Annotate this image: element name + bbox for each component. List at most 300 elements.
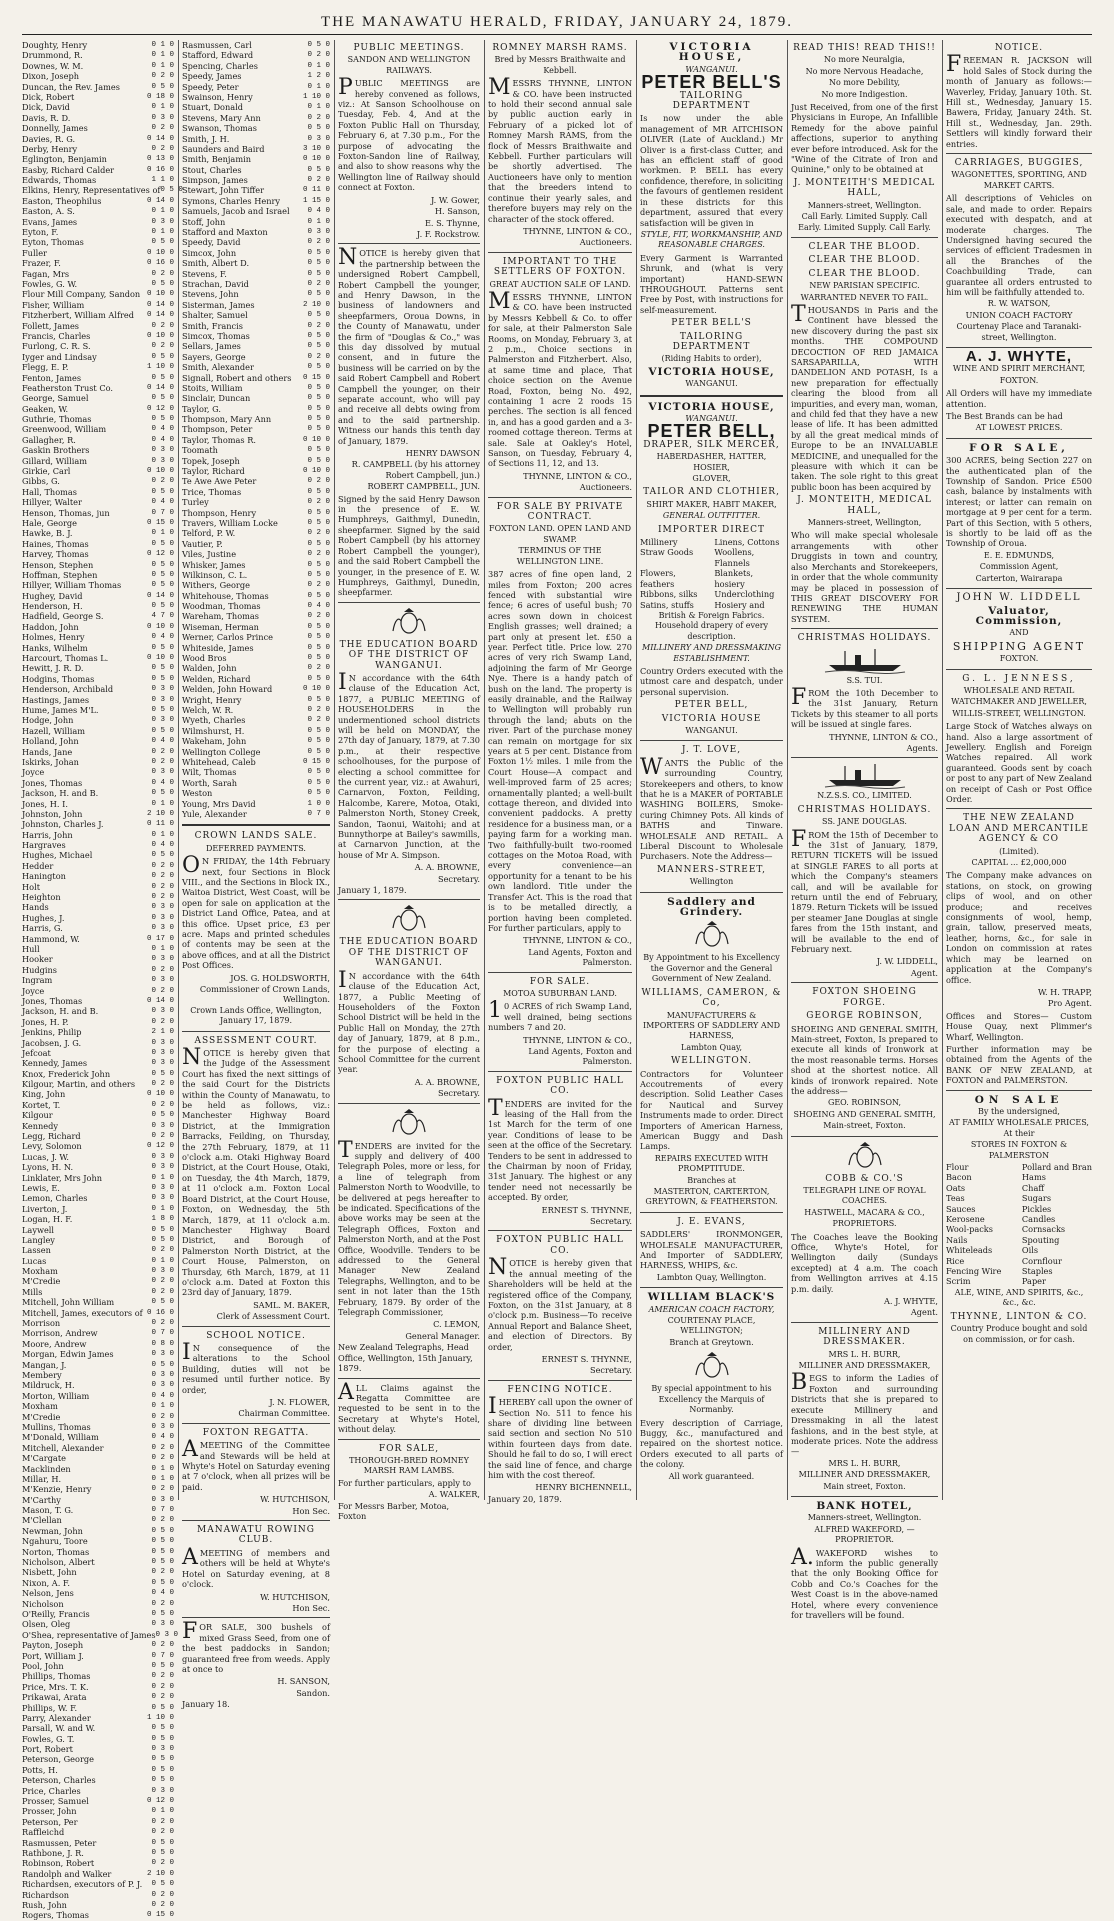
whyte-body: All Orders will have my immediate attention. (946, 388, 1092, 409)
column-rule (942, 40, 943, 1500)
rate-row (22, 1380, 174, 1390)
christmas-heading: CHRISTMAS HOLIDAYS. (797, 633, 932, 644)
on-sale-row (946, 1193, 1092, 1203)
on-sale-item: Oils (1021, 1245, 1039, 1256)
education-date: January 1, 1879. (338, 885, 407, 896)
rate-name: Wilkinson, C. L. (182, 569, 248, 580)
rate-name: Symons, Charles Henry (182, 195, 281, 206)
rate-amount: 0 10 0 (146, 331, 174, 340)
goods-item: Hosiery and (714, 599, 765, 610)
rate-name: Parsall, W. and W. (22, 1723, 96, 1734)
monteith-2-address: Manners-street, Wellington, (807, 518, 922, 528)
on-sale-row (946, 1172, 1092, 1182)
rate-amount: 0 15 0 (146, 1911, 174, 1920)
rate-name: Flegg, E. P. (22, 362, 69, 373)
rate-row (22, 632, 174, 642)
rate-amount: 0 3 0 (151, 446, 174, 455)
rate-amount: 0 1 0 (307, 82, 330, 91)
education-heading: THE EDUCATION BOARD OF THE DISTRICT OF WANGANUI. (339, 639, 479, 671)
rate-amount: 0 2 0 (151, 72, 174, 81)
rate-name: Wilt, Thomas (182, 767, 237, 778)
carriages-sub: WAGONETTES, SPORTING, AND MARKET CARTS. (951, 170, 1087, 190)
rate-name: Dick, David (22, 102, 70, 113)
royal-crest-icon (791, 1141, 938, 1171)
rate-amount: 0 2 0 (307, 706, 330, 714)
rate-amount: 0 3 0 (151, 685, 174, 694)
rate-name: Taylor, G. (182, 403, 221, 414)
rate-amount: 0 3 0 (151, 1059, 174, 1068)
goods-tail: British & Foreign Fabrics. Household drapery of every description. (654, 610, 769, 641)
on-sale-heading: ON SALE (974, 1093, 1064, 1106)
rate-row (22, 1754, 174, 1764)
jenness-address: WILLIS-STREET, WELLINGTON. (952, 708, 1086, 718)
rate-name: George, Samuel (22, 393, 89, 404)
rate-row (22, 1401, 174, 1411)
christmas-2-body: FROM the 15th of December to the 31st of January, 1879, RETURN TICKETS will be issued at SINGLE FARES to all ports at which the Company's steamers call, and will be available for return until the end of February, 1879. Return Tickets will be issued per steamer Jane Douglas at single fares from the 15th instant, and will be available to the end of February next. (791, 826, 938, 955)
rate-name: Iyger and Lindsay (22, 351, 97, 362)
rate-name: Viles, Justine (182, 549, 237, 560)
rate-amount: 0 12 0 (146, 1142, 174, 1151)
williams-cameron-body: Contractors for Volunteer Accoutrements of every description. Solid Leather Cases for Nautical and Survey Instruments made to order. Direct Importers of American Harness, American Buggy and Dash Lamps. (640, 1068, 783, 1152)
rate-row (182, 528, 330, 538)
cobb-heading: COBB & CO.'S (825, 1173, 904, 1184)
rate-amount: 0 2 0 (151, 1277, 174, 1286)
rate-row (182, 289, 330, 299)
rate-amount: 0 5 0 (151, 643, 174, 652)
rate-amount: 0 11 0 (146, 820, 174, 829)
rate-row (22, 1256, 174, 1266)
on-sale-stores: STORES IN FOXTON & PALMERSTON (970, 1140, 1068, 1160)
tender-date: New Zealand Telegraphs, Head Office, Wellington, 15th January, 1879. (338, 1342, 473, 1374)
rate-amount: 0 5 0 (307, 269, 330, 278)
rate-name: Moxham (22, 1401, 58, 1412)
ram-sale-heading: FOR SALE, (378, 1443, 440, 1454)
rate-row (182, 352, 330, 362)
rate-name: Mitchell, Alexander (22, 1442, 104, 1453)
rate-name: Guthrie, Thomas (22, 414, 92, 425)
rate-name: Robinson, Robert (22, 1858, 95, 1869)
rate-row (182, 217, 330, 227)
on-sale-item: Cornsacks (1021, 1224, 1066, 1235)
divider (791, 1136, 938, 1137)
rate-name: Swanson, Thomas (182, 123, 257, 134)
rams-heading: ROMNEY MARSH RAMS. (492, 43, 628, 53)
rate-name: Potts, H. (22, 1764, 58, 1775)
school-title: Chairman Committee. (238, 1408, 330, 1419)
rate-row (22, 362, 174, 372)
cobb-signature: A. J. WHYTE, (884, 1296, 938, 1307)
rate-amount: 0 2 0 (151, 1693, 174, 1702)
rate-row (182, 466, 330, 476)
rate-name: Welden, Richard (182, 673, 251, 684)
education-body: IN accordance with the 64th clause of the Education Act, 1877, a PUBLIC MEETING of HOUSEHOLDERS in the undermentioned school districts will be held on MONDAY, the 27th day of January, 1879, at 7.30 p.m., at their respective schoolhouses, for the purpose of electing a school committee for the current year, viz.: at Awahuri, Carnarvon, Foxton, Feilding, Halcombe, Karere, Motoa, Otaki, Palmerston North, Stoney Creek, Sandon, Taonui, Waitohi; and at Bunnythorpe at Bailey's sawmills, at Carnarvon Junction, at the house of Mr A. Simpson. (338, 669, 480, 860)
meetings-signature: J. F. Rockstrow. (416, 228, 480, 239)
rate-row (22, 663, 174, 673)
rate-row (182, 50, 330, 60)
column-4 (488, 40, 632, 1504)
rate-amount: 0 3 0 (151, 913, 174, 922)
meetings-signature: H. Sanson, (434, 206, 480, 217)
for-sale-heading: FOR SALE, (969, 441, 1069, 454)
rate-amount: 0 5 0 (307, 508, 330, 517)
jenness-sub: WHOLESALE AND RETAIL (963, 685, 1075, 695)
rate-row (22, 279, 174, 289)
rate-row (22, 1027, 174, 1037)
divider (182, 1326, 330, 1327)
rate-row (182, 695, 330, 705)
rate-amount: 0 5 0 (151, 1609, 174, 1618)
rate-name: Gillard, William (22, 455, 88, 466)
rate-row (182, 508, 330, 518)
rate-row (182, 123, 330, 133)
rate-row (22, 1297, 174, 1307)
country-orders: Country Orders executed with the utmost care and despatch, under personal supervision. (640, 665, 783, 697)
on-sale-item: Flour (946, 1162, 969, 1172)
rate-name: Wakeham, John (182, 736, 247, 747)
williams-cameron-city: WELLINGTON. (671, 1056, 752, 1067)
rate-row (22, 1058, 174, 1068)
notice-heading: NOTICE. (994, 43, 1044, 53)
rate-amount: 0 5 0 (151, 279, 174, 288)
rowing-signature: W. HUTCHISON, (260, 1591, 330, 1602)
rate-row (182, 611, 330, 621)
crown-heading: CROWN LANDS SALE. (194, 831, 318, 842)
rate-row (22, 830, 174, 840)
divider (338, 1103, 480, 1104)
rate-name: Speedy, James (182, 71, 242, 82)
important-signature: THYNNE, LINTON & CO., (523, 470, 632, 481)
on-sale-item: Pollard and Bran (1021, 1162, 1092, 1172)
rate-name: Sinclair, Duncan (182, 393, 251, 404)
rate-row (22, 1079, 174, 1089)
divider (640, 892, 783, 893)
on-sale-item: Whiteleads (946, 1245, 993, 1256)
rate-row (22, 92, 174, 102)
rate-row (22, 1661, 174, 1671)
rate-name: Holmes, Henry (22, 632, 85, 643)
rate-row (22, 1629, 179, 1640)
rate-name: Lassen (22, 1245, 51, 1256)
rate-name: Fowles, G. W. (22, 278, 78, 289)
rate-row (22, 1349, 174, 1359)
rate-amount: 1 10 0 (146, 1713, 174, 1722)
rate-amount: 0 5 0 (151, 851, 174, 860)
rate-amount: 0 16 0 (146, 259, 174, 268)
rate-amount: 0 2 0 (151, 861, 174, 870)
rate-row (22, 1038, 174, 1048)
carriages-signature: R. W. WATSON, (987, 299, 1051, 309)
on-sale-row (946, 1224, 1092, 1234)
rate-name: Toomath (182, 445, 218, 456)
rate-amount: 1 2 0 (307, 72, 330, 81)
rate-name: Evans, James (22, 216, 78, 227)
rate-amount: 0 2 0 (151, 1859, 174, 1868)
rate-amount: 0 5 0 (307, 446, 330, 455)
rate-row (182, 341, 330, 351)
rate-row (22, 1567, 174, 1577)
liddell-shipping: SHIPPING AGENT (952, 639, 1086, 653)
rate-name: Stoff, John (182, 216, 226, 227)
rate-row (22, 1183, 174, 1193)
rate-row (22, 1526, 174, 1536)
rate-amount: 0 5 0 (151, 1235, 174, 1244)
nz-loan-sub: (Limited). (999, 846, 1039, 856)
peter-bell-title: PETER BELL'S (641, 72, 782, 93)
rate-name: Shalter, Samuel (182, 310, 248, 321)
rate-name: Hargraves (22, 840, 66, 851)
rate-row (22, 778, 174, 788)
rate-row (22, 50, 174, 60)
rate-row (22, 934, 174, 944)
rate-amount: 0 2 0 (151, 872, 174, 881)
for-sale-body: 300 ACRES, being Section 227 on the authenticated plan of the Township of Sandon. Price £500 cash, balance by instalments with interest; or latter can remain on mortgage at 9 per cent for a term. Part of this Section, with 5 others, is shortly to be laid off as the Township of Oroua. (946, 455, 1092, 549)
rate-amount: 0 5 0 (307, 342, 330, 351)
rate-row (22, 1671, 174, 1681)
rate-name: Harris, G. (22, 923, 63, 934)
on-sale-item: Hams (1021, 1172, 1046, 1183)
rate-row (182, 809, 330, 819)
rate-amount: 0 5 0 (307, 778, 330, 787)
rate-amount: 0 5 0 (151, 82, 174, 91)
rate-amount: 0 14 0 (146, 591, 174, 600)
rate-name: Follett, James (22, 320, 80, 331)
rate-row (182, 165, 330, 175)
rate-amount: 4 7 0 (151, 612, 174, 621)
rate-name: M'Credie (22, 1276, 61, 1287)
rate-name: Travers, William Locke (182, 517, 278, 528)
rate-amount: 0 4 0 (151, 1433, 174, 1442)
rate-amount: 0 10 0 (146, 290, 174, 299)
rate-row (182, 580, 330, 590)
on-sale-item: Cornflour (1021, 1255, 1062, 1266)
meetings-signature: J. W. Gower, (431, 194, 480, 205)
steamer-icon (791, 647, 938, 673)
rate-row (182, 102, 330, 112)
burr-sub: MILLINER AND DRESSMAKER, (798, 1361, 931, 1371)
rate-amount: 0 5 0 (151, 1765, 174, 1774)
rate-name: Topek, Joseph (182, 455, 240, 466)
rate-row (22, 1495, 174, 1505)
rate-name: Holt (22, 881, 40, 892)
rate-name: Wright, Henry (182, 694, 242, 705)
rate-row (22, 996, 174, 1006)
important-body: MESSRS THYNNE, LINTON & CO. have been instructed by Messrs Kebbell & Co. to offer for sale, at their Palmerston Sale Rooms, on Monday, February 3, at 2 p.m., Choice sections in Palmerston and Fitzherbert. Also, at same time and place, That choice section on the Avenue Road, Foxton, being No. 492, containing 1 acre 2 roods 15 perches. The section is all fenced in, and has a good garden and a 3-roomed cottage thereon. Terms at sale. Sale at Oakley's Hotel, Sanson, on Tuesday, February 4, of Sections 11, 12, and 13. (488, 288, 632, 469)
christmas-signature: THYNNE, LINTON & CO., (829, 731, 938, 742)
tailoring-sub: (Riding Habits to order), (661, 354, 762, 364)
rate-name: Fisher, William (22, 299, 85, 310)
rate-row (182, 497, 330, 507)
rate-name: Telford, P. W. (182, 528, 236, 539)
christmas-body: FROM the 10th December to the 31st January, Return Tickets by this steamer to all ports will be issued at single fares. (791, 684, 938, 730)
goods-row (640, 547, 783, 568)
divider (488, 1071, 632, 1072)
rate-row (22, 1557, 174, 1567)
rate-row (182, 518, 330, 528)
rate-amount: 0 5 0 (151, 1848, 174, 1857)
steamer-2-name: SS. JANE DOUGLAS. (822, 817, 907, 827)
rate-amount: 0 2 0 (151, 1817, 174, 1826)
rate-name: Whiteside, James (182, 642, 254, 653)
partnership-witness: Signed by the said Henry Dawson in the presence of E. W. Humphreys, Gaithmyl, Dunedin, sheepfarmer. Signed by the said Robert Campbell (by his attorney Robert Campbell the younger), and the said Robert Campbell the younger, in the presence of E. W. Humphreys, Gaithmyl, Dunedin, sheepfarmer. (338, 493, 480, 598)
burr-title: MILLINER AND DRESSMAKER, (798, 1470, 931, 1480)
education-2-body: IN accordance with the 64th clause of the Education Act, 1877, a Public Meeting of Householders of the Foxton School District will be held in the Public Hall on Monday, the 27th day of January, 1879, at 8 p.m., for the purpose of electing a School Committee for the current year. (338, 967, 480, 1075)
rate-row (22, 1640, 174, 1650)
royal-crest-icon (640, 1351, 783, 1381)
rate-amount: 0 5 0 (151, 1703, 174, 1712)
rate-amount: 0 5 0 (307, 165, 330, 174)
divider (791, 1322, 938, 1323)
rate-name: Langley (22, 1234, 55, 1245)
divider (488, 1380, 632, 1381)
rate-name: Kennedy (22, 1120, 58, 1131)
evans-address: Lambton Quay, Wellington. (656, 1272, 767, 1282)
rate-row (182, 539, 330, 549)
rate-amount: 0 2 0 (151, 747, 174, 756)
rate-amount: 0 2 0 (307, 477, 330, 486)
love-address: MANNERS-STREET, (657, 864, 766, 875)
rate-amount: 0 1 0 (151, 1173, 174, 1182)
rate-name: Te Awe Awe Peter (182, 476, 257, 487)
rate-amount: 0 1 0 (151, 61, 174, 70)
rate-name: Frazer, F. (22, 258, 61, 269)
rate-row (22, 1360, 174, 1370)
rate-row (22, 944, 174, 954)
rate-amount: 0 2 0 (307, 664, 330, 673)
rate-row (22, 850, 174, 860)
rate-name: Hughey, David (22, 590, 83, 601)
love-city: Wellington (689, 877, 734, 887)
rate-amount: 0 2 0 (151, 1485, 174, 1494)
rate-row (22, 1225, 174, 1235)
christmas-title: Agents. (906, 742, 938, 753)
regatta-title: Hon Sec. (292, 1505, 330, 1516)
rate-name: Jenkins, Philip (22, 1027, 82, 1038)
divider (946, 1090, 1092, 1091)
rate-row (22, 352, 174, 362)
rate-name: Wyeth, Charles (182, 715, 246, 726)
rate-name: Sayers, George (182, 351, 246, 362)
monteith-2-heading: J. MONTEITH, MEDICAL HALL, (797, 495, 932, 516)
rate-amount: 0 1 0 (307, 61, 330, 70)
rate-name: Mason, T. G. (22, 1505, 74, 1516)
divider (488, 497, 632, 498)
rate-row (182, 237, 330, 247)
rate-row (22, 1152, 174, 1162)
rate-row (22, 767, 174, 777)
rate-amount: 0 5 0 (151, 1880, 174, 1889)
on-sale-item: Bacon (946, 1172, 972, 1183)
rate-name: Strachan, David (182, 278, 249, 289)
rate-name: Olsen, Oleg (22, 1619, 71, 1630)
rate-amount: 0 5 0 (307, 41, 330, 49)
rate-name: Rasmussen, Carl (182, 40, 252, 50)
on-sale-item: Oats (946, 1182, 966, 1193)
rate-amount: 0 5 0 (151, 706, 174, 714)
trade-line: SHIRT MAKER, HABIT MAKER, (646, 499, 777, 509)
rate-amount: 0 5 0 (307, 425, 330, 434)
on-sale-row (946, 1256, 1092, 1266)
repairs-line: REPAIRS EXECUTED WITH PROMPTITUDE. (654, 1153, 769, 1174)
hall-2-title: Secretary. (589, 1365, 632, 1376)
rate-amount: 2 10 0 (146, 809, 174, 818)
on-sale-row (946, 1276, 1092, 1286)
divider (338, 1439, 480, 1440)
rate-amount: 3 10 0 (302, 144, 330, 153)
rate-row (22, 1879, 174, 1889)
rate-amount: 0 10 0 (302, 155, 330, 164)
rate-row (182, 684, 330, 694)
rate-row (22, 871, 174, 881)
rate-amount: 0 5 0 (307, 539, 330, 548)
read-body: Just Received, from one of the first Physicians in Europe, An Infallible Remedy for the above painful affections, superior to anything ever before introduced. Ask for the "Wine of the Citrate of Iron and Quinine," only to be obtained at (791, 102, 938, 175)
rate-name: Peterson, George (22, 1754, 94, 1765)
rate-name: Mitchell, John William (22, 1297, 115, 1308)
rate-amount: 0 5 0 (151, 674, 174, 683)
christmas-2-title: Agent. (910, 967, 938, 978)
nz-loan-body: The Company make advances on stations, on stock, on growing clips of wool, and on other produce; and receives consignments of wool, hemp, grain, tallow, preserved meats, leather, horns, &c., for sale in London on commission at rates which may be learned on application at the Company's office. (946, 870, 1092, 985)
rate-row (22, 570, 174, 580)
fencing-heading: FENCING NOTICE. (507, 1384, 613, 1395)
rate-name: Henderson, Archibald (22, 684, 114, 695)
private-sale-title: Land Agents, Foxton and Palmerston. (528, 946, 632, 968)
rate-name: Kennedy, James (22, 1058, 88, 1069)
rate-amount: 0 3 0 (151, 1495, 174, 1504)
trade-line: GENERAL OUTFITTER. (662, 511, 761, 521)
rate-name: Hughes, Michael (22, 850, 93, 861)
rate-name: Haddon, John (22, 621, 79, 632)
goods-row (640, 600, 783, 610)
rate-row (22, 809, 174, 819)
evans-heading: J. E. EVANS, (677, 1216, 746, 1227)
rate-name: Wood Bros (182, 653, 227, 664)
nz-loan-capital: CAPITAL ... £2,000,000 (971, 858, 1067, 868)
rate-row (22, 1515, 174, 1525)
rate-row (22, 1017, 174, 1027)
seed-sale-place: Sandon. (296, 1687, 330, 1698)
williams-cameron-address: Lambton Quay, (681, 1042, 742, 1052)
rate-name: Jacobsen, J. G. (22, 1037, 82, 1048)
meetings-subheading: SANDON AND WELLINGTON RAILWAYS. (347, 55, 471, 75)
rate-amount: 0 7 0 (151, 508, 174, 517)
rate-name: Smith, Albert D. (182, 258, 250, 269)
rate-amount: 0 1 0 (151, 529, 174, 538)
rate-name: Peterson, Charles (22, 1775, 96, 1786)
divider (338, 602, 480, 603)
rate-amount: 0 3 0 (151, 1007, 174, 1016)
on-sale-item: Paper (1021, 1276, 1046, 1287)
rate-amount: 0 3 0 (151, 1267, 174, 1276)
rate-amount: 0 2 0 (151, 1443, 174, 1452)
rate-amount: 0 12 0 (146, 550, 174, 559)
rate-name: Knox, Frederick John (22, 1068, 111, 1079)
rate-name: Joyce (22, 985, 45, 996)
rate-amount: 0 2 0 (307, 581, 330, 590)
column-3 (338, 40, 480, 1521)
rate-name: Smith, Francis (182, 320, 243, 331)
nz-loan-offices: Offices and Stores— Custom House Quay, next Plimmer's Wharf, Wellington. (946, 1010, 1092, 1042)
rate-name: Derby, Henry (22, 143, 78, 154)
rate-name: Randolph and Walker (22, 1868, 112, 1879)
rate-amount: 1 0 0 (307, 799, 330, 808)
victoria-house-2-town: WANGANUI. (685, 379, 738, 389)
cobb-sub: TELEGRAPH LINE OF ROYAL COACHES. (803, 1185, 926, 1206)
rate-amount: 1 1 0 (151, 176, 174, 185)
rate-row (22, 373, 174, 383)
rate-amount: 0 5 0 (151, 1225, 174, 1234)
tailoring-body: Is now under the able management of MR AITCHISON OLIVER (Late of Auckland.) Mr Oliver is a first-class Cutter, and has an efficient staff of good workmen. P. BELL has every confidence, therefore, in soliciting the favours of gentlemen resident in these districts for this department, assured that every satisfaction will be given in (640, 113, 783, 228)
rate-amount: 0 4 0 (151, 498, 174, 507)
rate-row (22, 300, 174, 310)
